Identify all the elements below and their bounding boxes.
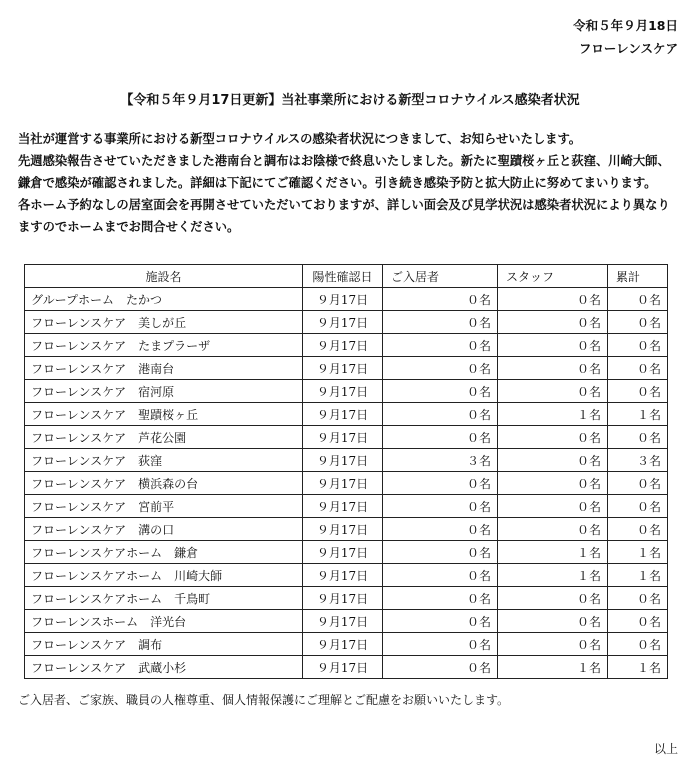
confirm-date: ９月17日 bbox=[303, 288, 383, 311]
staff-count: ０名 bbox=[498, 288, 608, 311]
table-row bbox=[25, 633, 668, 656]
facility-name: フローレンスケアホーム 鎌倉 bbox=[25, 541, 303, 564]
staff-count: １名 bbox=[498, 656, 608, 679]
total-count: １名 bbox=[608, 656, 668, 679]
intro-line: 鎌倉で感染が確認されました。詳細は下記にてご確認ください。引き続き感染予防と拡大防止に努めてまいります。 bbox=[18, 176, 657, 190]
total-count: ０名 bbox=[608, 380, 668, 403]
resident-count: ０名 bbox=[383, 610, 498, 633]
staff-count: ０名 bbox=[498, 495, 608, 518]
intro-line: 各ホーム予約なしの居室面会を再開させていただいておりますが、詳しい面会及び見学状況は感染者状況により異なり bbox=[18, 198, 670, 212]
intro-line: 当社が運営する事業所における新型コロナウイルスの感染者状況につきまして、お知らせいたします。 bbox=[18, 132, 582, 146]
table-row bbox=[25, 449, 668, 472]
table-row bbox=[25, 495, 668, 518]
facility-name: フローレンスケア 荻窪 bbox=[25, 449, 303, 472]
intro-text bbox=[18, 128, 693, 238]
staff-count: ０名 bbox=[498, 610, 608, 633]
staff-count: ０名 bbox=[498, 311, 608, 334]
table-row bbox=[25, 564, 668, 587]
resident-count: ０名 bbox=[383, 495, 498, 518]
resident-count: ０名 bbox=[383, 426, 498, 449]
resident-count: ３名 bbox=[383, 449, 498, 472]
total-count: １名 bbox=[608, 403, 668, 426]
confirm-date: ９月17日 bbox=[303, 518, 383, 541]
total-count: ０名 bbox=[608, 610, 668, 633]
resident-count: ０名 bbox=[383, 633, 498, 656]
table-row bbox=[25, 334, 668, 357]
table-header-row bbox=[25, 265, 668, 288]
staff-count: ０名 bbox=[498, 472, 608, 495]
table-row bbox=[25, 311, 668, 334]
facility-name: フローレンスケア 溝の口 bbox=[25, 518, 303, 541]
staff-count: １名 bbox=[498, 403, 608, 426]
resident-count: ０名 bbox=[383, 541, 498, 564]
total-count: ０名 bbox=[608, 495, 668, 518]
confirm-date: ９月17日 bbox=[303, 633, 383, 656]
confirm-date: ９月17日 bbox=[303, 541, 383, 564]
staff-count: １名 bbox=[498, 564, 608, 587]
header-residents: ご入居者 bbox=[383, 265, 498, 288]
staff-count: ０名 bbox=[498, 380, 608, 403]
staff-count: ０名 bbox=[498, 633, 608, 656]
confirm-date: ９月17日 bbox=[303, 311, 383, 334]
infection-status-table bbox=[24, 264, 668, 679]
resident-count: ０名 bbox=[383, 587, 498, 610]
facility-name: フローレンスケア 宿河原 bbox=[25, 380, 303, 403]
confirm-date: ９月17日 bbox=[303, 656, 383, 679]
total-count: ０名 bbox=[608, 633, 668, 656]
confirm-date: ９月17日 bbox=[303, 495, 383, 518]
staff-count: １名 bbox=[498, 541, 608, 564]
confirm-date: ９月17日 bbox=[303, 426, 383, 449]
resident-count: ０名 bbox=[383, 288, 498, 311]
staff-count: ０名 bbox=[498, 426, 608, 449]
resident-count: ０名 bbox=[383, 380, 498, 403]
staff-count: ０名 bbox=[498, 518, 608, 541]
total-count: ０名 bbox=[608, 518, 668, 541]
total-count: ０名 bbox=[608, 357, 668, 380]
facility-name: フローレンスケアホーム 千鳥町 bbox=[25, 587, 303, 610]
table-row bbox=[25, 518, 668, 541]
resident-count: ０名 bbox=[383, 311, 498, 334]
total-count: ３名 bbox=[608, 449, 668, 472]
total-count: ０名 bbox=[608, 426, 668, 449]
closing-mark: 以上 bbox=[653, 742, 678, 756]
facility-name: フローレンスケア 武蔵小杉 bbox=[25, 656, 303, 679]
header-facility: 施設名 bbox=[25, 265, 303, 288]
facility-name: フローレンスホーム 洋光台 bbox=[25, 610, 303, 633]
resident-count: ０名 bbox=[383, 403, 498, 426]
intro-line: ますのでホームまでお問合せください。 bbox=[18, 220, 240, 234]
confirm-date: ９月17日 bbox=[303, 357, 383, 380]
table-row bbox=[25, 380, 668, 403]
total-count: ０名 bbox=[608, 587, 668, 610]
facility-name: フローレンスケア 港南台 bbox=[25, 357, 303, 380]
facility-name: フローレンスケアホーム 川崎大師 bbox=[25, 564, 303, 587]
resident-count: ０名 bbox=[383, 564, 498, 587]
facility-name: フローレンスケア 美しが丘 bbox=[25, 311, 303, 334]
confirm-date: ９月17日 bbox=[303, 334, 383, 357]
staff-count: ０名 bbox=[498, 357, 608, 380]
confirm-date: ９月17日 bbox=[303, 587, 383, 610]
total-count: １名 bbox=[608, 541, 668, 564]
total-count: ０名 bbox=[608, 472, 668, 495]
staff-count: ０名 bbox=[498, 587, 608, 610]
confirm-date: ９月17日 bbox=[303, 472, 383, 495]
facility-name: フローレンスケア 宮前平 bbox=[25, 495, 303, 518]
table-row bbox=[25, 426, 668, 449]
table-row bbox=[25, 656, 668, 679]
table-row bbox=[25, 587, 668, 610]
table-row bbox=[25, 472, 668, 495]
facility-name: フローレンスケア 調布 bbox=[25, 633, 303, 656]
confirm-date: ９月17日 bbox=[303, 610, 383, 633]
table-row bbox=[25, 357, 668, 380]
table-row bbox=[25, 288, 668, 311]
document-date: 令和５年９月18日 bbox=[573, 18, 678, 33]
facility-name: フローレンスケア 芦花公園 bbox=[25, 426, 303, 449]
facility-name: フローレンスケア 横浜森の台 bbox=[25, 472, 303, 495]
header-total: 累計 bbox=[608, 265, 668, 288]
confirm-date: ９月17日 bbox=[303, 564, 383, 587]
table-row bbox=[25, 610, 668, 633]
resident-count: ０名 bbox=[383, 357, 498, 380]
staff-count: ０名 bbox=[498, 449, 608, 472]
header-staff: スタッフ bbox=[498, 265, 608, 288]
resident-count: ０名 bbox=[383, 656, 498, 679]
confirm-date: ９月17日 bbox=[303, 380, 383, 403]
total-count: ０名 bbox=[608, 311, 668, 334]
page-title: 【令和５年９月17日更新】当社事業所における新型コロナウイルス感染者状況 bbox=[120, 93, 580, 108]
total-count: ０名 bbox=[608, 334, 668, 357]
header-confirm-date: 陽性確認日 bbox=[303, 265, 383, 288]
total-count: １名 bbox=[608, 564, 668, 587]
resident-count: ０名 bbox=[383, 334, 498, 357]
table-row bbox=[25, 403, 668, 426]
confirm-date: ９月17日 bbox=[303, 449, 383, 472]
confirm-date: ９月17日 bbox=[303, 403, 383, 426]
organization-name: フローレンスケア bbox=[578, 41, 678, 56]
footer-note: ご入居者、ご家族、職員の人権尊重、個人情報保護にご理解とご配慮をお願いいたします。 bbox=[18, 693, 510, 707]
resident-count: ０名 bbox=[383, 472, 498, 495]
table-row bbox=[25, 541, 668, 564]
facility-name: グループホーム たかつ bbox=[25, 288, 303, 311]
facility-name: フローレンスケア 聖蹟桜ヶ丘 bbox=[25, 403, 303, 426]
resident-count: ０名 bbox=[383, 518, 498, 541]
facility-name: フローレンスケア たまプラーザ bbox=[25, 334, 303, 357]
staff-count: ０名 bbox=[498, 334, 608, 357]
intro-line: 先週感染報告させていただきました港南台と調布はお陰様で終息いたしました。新たに聖蹟桜ヶ丘と荻窪、川崎大師、 bbox=[18, 154, 670, 168]
total-count: ０名 bbox=[608, 288, 668, 311]
